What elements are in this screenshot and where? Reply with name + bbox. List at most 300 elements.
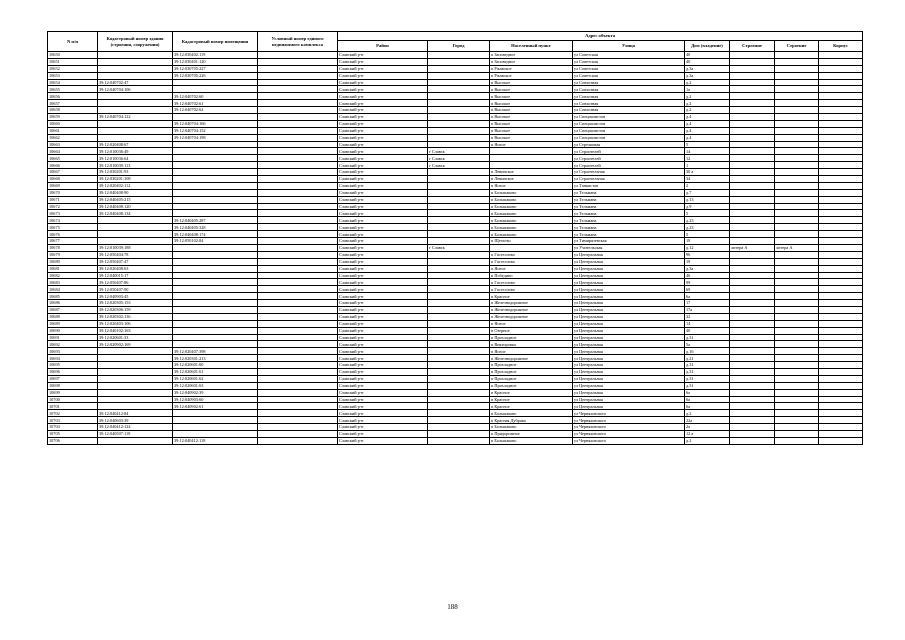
cell-settlement: п Прохладное bbox=[490, 382, 573, 389]
cell-unified-number bbox=[258, 396, 338, 403]
cell-district: Славский р-н bbox=[338, 417, 428, 424]
table-row bbox=[48, 162, 863, 169]
cell-district: Славский р-н bbox=[338, 286, 428, 293]
cell-settlement: п Высокое bbox=[490, 100, 573, 107]
cell-corpus bbox=[819, 169, 863, 176]
cell-district: Славский р-н bbox=[338, 107, 428, 114]
cell-street: ул Центральная bbox=[573, 375, 685, 382]
cell-structure bbox=[775, 389, 819, 396]
cell-structure bbox=[775, 217, 819, 224]
cell-settlement: п Гастеллово bbox=[490, 258, 573, 265]
cell-unified-number bbox=[258, 244, 338, 251]
cell-district: Славский р-н bbox=[338, 155, 428, 162]
table-row bbox=[48, 258, 863, 265]
cell-settlement: п Высокое bbox=[490, 79, 573, 86]
cell-city bbox=[428, 120, 490, 127]
cell-corpus bbox=[819, 203, 863, 210]
cell-street: ул Специалистов bbox=[573, 120, 685, 127]
cell-cad-building: 39:12:020306:159 bbox=[98, 306, 173, 313]
cell-district: Славский р-н bbox=[338, 176, 428, 183]
cell-num: 10654 bbox=[48, 79, 98, 86]
cell-street: ул Совхозная bbox=[573, 93, 685, 100]
cell-settlement: п Большаково bbox=[490, 210, 573, 217]
table-row bbox=[48, 320, 863, 327]
cell-corpus bbox=[819, 238, 863, 245]
cell-city bbox=[428, 313, 490, 320]
cell-street: ул Строителей bbox=[573, 148, 685, 155]
cell-num: 10658 bbox=[48, 107, 98, 114]
cell-structure bbox=[775, 107, 819, 114]
table-row bbox=[48, 127, 863, 134]
cell-street: ул Центральная bbox=[573, 362, 685, 369]
cell-settlement: п Заповедное bbox=[490, 58, 573, 65]
cell-house: 5 bbox=[685, 210, 730, 217]
cell-city bbox=[428, 396, 490, 403]
cell-structure bbox=[775, 196, 819, 203]
cell-district: Славский р-н bbox=[338, 251, 428, 258]
table-row bbox=[48, 120, 863, 127]
table-row bbox=[48, 403, 863, 410]
cell-street: ул Тельмана bbox=[573, 189, 685, 196]
cell-num: 10694 bbox=[48, 355, 98, 362]
cell-cad-building bbox=[98, 65, 173, 72]
cell-structure bbox=[775, 424, 819, 431]
cell-house: 5 bbox=[685, 231, 730, 238]
cell-cad-premises bbox=[173, 286, 258, 293]
cell-house: 40 bbox=[685, 327, 730, 334]
cell-num: 10653 bbox=[48, 72, 98, 79]
cell-building bbox=[730, 86, 775, 93]
cell-settlement: п Высокое bbox=[490, 114, 573, 121]
cell-corpus bbox=[819, 148, 863, 155]
header-structure: Строение bbox=[775, 41, 819, 52]
cell-building bbox=[730, 182, 775, 189]
cell-city bbox=[428, 127, 490, 134]
cell-district: Славский р-н bbox=[338, 348, 428, 355]
cell-street: ул Специалистов bbox=[573, 127, 685, 134]
cell-city bbox=[428, 403, 490, 410]
cell-district: Славский р-н bbox=[338, 244, 428, 251]
cell-street: ул Советская bbox=[573, 65, 685, 72]
cell-settlement: п Придорожное bbox=[490, 430, 573, 437]
cell-building bbox=[730, 52, 775, 59]
cell-street: ул Центральная bbox=[573, 251, 685, 258]
cell-building bbox=[730, 114, 775, 121]
cell-cad-building: 39:12:040903:45 bbox=[98, 293, 173, 300]
cell-settlement: п Красное bbox=[490, 293, 573, 300]
cell-cad-premises: 39:12:040408:174 bbox=[173, 231, 258, 238]
cell-house: д.3а bbox=[685, 265, 730, 272]
cell-street: ул Строительная bbox=[573, 176, 685, 183]
cell-num: 10699 bbox=[48, 389, 98, 396]
cell-num: 10705 bbox=[48, 430, 98, 437]
cell-city bbox=[428, 437, 490, 444]
cell-building bbox=[730, 334, 775, 341]
header-address: Адрес объекта bbox=[338, 32, 863, 41]
cell-district: Славский р-н bbox=[338, 162, 428, 169]
cell-cad-premises: 39:12:040412:118 bbox=[173, 437, 258, 444]
cell-settlement: п Большаково bbox=[490, 231, 573, 238]
cell-cad-building: 39:12:020305:153 bbox=[98, 300, 173, 307]
cell-unified-number bbox=[258, 362, 338, 369]
cell-cad-building bbox=[98, 72, 173, 79]
header-house: Дом (владение) bbox=[685, 41, 730, 52]
cell-corpus bbox=[819, 355, 863, 362]
cell-district: Славский р-н bbox=[338, 341, 428, 348]
cell-num: 10677 bbox=[48, 238, 98, 245]
cell-house: 40 bbox=[685, 52, 730, 59]
cell-settlement: п Красная Дубрава bbox=[490, 417, 573, 424]
cell-house: д.31 bbox=[685, 362, 730, 369]
cell-city bbox=[428, 382, 490, 389]
cell-corpus bbox=[819, 348, 863, 355]
table-row bbox=[48, 79, 863, 86]
cell-structure bbox=[775, 300, 819, 307]
cell-street: ул Центральная bbox=[573, 320, 685, 327]
cell-cad-premises bbox=[173, 141, 258, 148]
cell-cad-building bbox=[98, 238, 173, 245]
cell-structure bbox=[775, 258, 819, 265]
table-row bbox=[48, 182, 863, 189]
cell-district: Славский р-н bbox=[338, 410, 428, 417]
cell-district: Славский р-н bbox=[338, 203, 428, 210]
cell-building bbox=[730, 196, 775, 203]
cell-cad-premises: 39:12:040704:152 bbox=[173, 127, 258, 134]
cell-street: ул Черняховского bbox=[573, 424, 685, 431]
cell-cad-building: 39:12:020601:33 bbox=[98, 334, 173, 341]
cell-cad-premises: 39:12:040704:198 bbox=[173, 134, 258, 141]
cell-num: 10669 bbox=[48, 182, 98, 189]
cell-city: г Славск bbox=[428, 155, 490, 162]
cell-city: г Славск bbox=[428, 148, 490, 155]
cell-structure bbox=[775, 293, 819, 300]
cell-building bbox=[730, 403, 775, 410]
cell-street: ул Специалистов bbox=[573, 134, 685, 141]
cell-city bbox=[428, 79, 490, 86]
cell-settlement: п Большаково bbox=[490, 217, 573, 224]
cell-num: 10665 bbox=[48, 155, 98, 162]
cell-district: Славский р-н bbox=[338, 58, 428, 65]
cell-unified-number bbox=[258, 155, 338, 162]
cell-num: 10674 bbox=[48, 217, 98, 224]
cell-city bbox=[428, 217, 490, 224]
cell-num: 10701 bbox=[48, 403, 98, 410]
cell-cad-building bbox=[98, 362, 173, 369]
cell-house: 14 bbox=[685, 148, 730, 155]
cell-unified-number bbox=[258, 100, 338, 107]
cell-cad-premises bbox=[173, 334, 258, 341]
cell-cad-premises bbox=[173, 265, 258, 272]
cell-unified-number bbox=[258, 148, 338, 155]
cell-building bbox=[730, 238, 775, 245]
cell-building bbox=[730, 437, 775, 444]
cell-street: ул Центральная bbox=[573, 300, 685, 307]
cell-unified-number bbox=[258, 417, 338, 424]
header-unified-number: Условный номер единого недвижимого комплекса bbox=[258, 32, 338, 52]
cell-num: 10678 bbox=[48, 244, 98, 251]
cell-cad-building: 39:12:040412:84 bbox=[98, 410, 173, 417]
table-row bbox=[48, 93, 863, 100]
cell-unified-number bbox=[258, 58, 338, 65]
cell-settlement: п Большаково bbox=[490, 424, 573, 431]
cell-cad-premises: 39:12:040405:328 bbox=[173, 224, 258, 231]
cell-cad-premises bbox=[173, 148, 258, 155]
cell-city bbox=[428, 348, 490, 355]
cell-street: ул Центральная bbox=[573, 389, 685, 396]
header-district: Район bbox=[338, 41, 428, 52]
table-row bbox=[48, 286, 863, 293]
cell-district: Славский р-н bbox=[338, 127, 428, 134]
cell-city bbox=[428, 231, 490, 238]
table-row bbox=[48, 86, 863, 93]
cell-cad-building bbox=[98, 120, 173, 127]
cell-house: д.31 bbox=[685, 368, 730, 375]
table-row bbox=[48, 417, 863, 424]
cell-structure: литера А bbox=[775, 244, 819, 251]
cell-structure bbox=[775, 148, 819, 155]
cell-cad-premises bbox=[173, 169, 258, 176]
cell-unified-number bbox=[258, 430, 338, 437]
cell-corpus bbox=[819, 437, 863, 444]
cell-settlement: п Большаково bbox=[490, 437, 573, 444]
cell-cad-building: 39:12:050407:86 bbox=[98, 279, 173, 286]
table-row bbox=[48, 279, 863, 286]
cell-unified-number bbox=[258, 189, 338, 196]
cell-unified-number bbox=[258, 176, 338, 183]
cell-cad-building: 39:12:050407:90 bbox=[98, 286, 173, 293]
cell-cad-building: 39:12:040102:163 bbox=[98, 327, 173, 334]
cell-house: д.31 bbox=[685, 334, 730, 341]
cell-unified-number bbox=[258, 320, 338, 327]
cell-unified-number bbox=[258, 300, 338, 307]
cell-district: Славский р-н bbox=[338, 306, 428, 313]
cell-building bbox=[730, 396, 775, 403]
cell-corpus bbox=[819, 396, 863, 403]
cell-building bbox=[730, 217, 775, 224]
cell-building bbox=[730, 313, 775, 320]
cell-city bbox=[428, 196, 490, 203]
cell-settlement bbox=[490, 244, 573, 251]
cell-cad-premises bbox=[173, 182, 258, 189]
cell-corpus bbox=[819, 224, 863, 231]
cell-corpus bbox=[819, 417, 863, 424]
cell-num: 10700 bbox=[48, 396, 98, 403]
cell-corpus bbox=[819, 107, 863, 114]
cell-cad-premises: 39:12:040902:39 bbox=[173, 389, 258, 396]
cell-cad-premises bbox=[173, 114, 258, 121]
cell-house: д.7 bbox=[685, 189, 730, 196]
cell-house: 69 bbox=[685, 286, 730, 293]
cell-building bbox=[730, 93, 775, 100]
cell-structure bbox=[775, 169, 819, 176]
cell-corpus bbox=[819, 134, 863, 141]
cell-street: ул Строителей bbox=[573, 155, 685, 162]
cell-settlement: п Высокое bbox=[490, 86, 573, 93]
cell-settlement bbox=[490, 162, 573, 169]
cell-unified-number bbox=[258, 251, 338, 258]
table-row bbox=[48, 251, 863, 258]
cell-city bbox=[428, 114, 490, 121]
cell-structure bbox=[775, 368, 819, 375]
table-row bbox=[48, 189, 863, 196]
cell-house: д.4 bbox=[685, 134, 730, 141]
cell-building bbox=[730, 265, 775, 272]
cell-num: 10697 bbox=[48, 375, 98, 382]
table-row bbox=[48, 196, 863, 203]
cell-street: ул Центральная bbox=[573, 341, 685, 348]
cell-building bbox=[730, 189, 775, 196]
cell-city bbox=[428, 169, 490, 176]
cell-house: 46 bbox=[685, 272, 730, 279]
cell-house: д.3а bbox=[685, 72, 730, 79]
cell-structure bbox=[775, 375, 819, 382]
cell-corpus bbox=[819, 403, 863, 410]
cell-cad-premises bbox=[173, 424, 258, 431]
cell-district: Славский р-н bbox=[338, 430, 428, 437]
cell-cad-building: 39:12:010036:49 bbox=[98, 148, 173, 155]
cell-cad-premises bbox=[173, 196, 258, 203]
cell-city bbox=[428, 100, 490, 107]
cell-corpus bbox=[819, 410, 863, 417]
cell-street: ул Специалистов bbox=[573, 114, 685, 121]
cell-corpus bbox=[819, 251, 863, 258]
cell-structure bbox=[775, 403, 819, 410]
cell-street: ул Центральная bbox=[573, 286, 685, 293]
table-row bbox=[48, 114, 863, 121]
cell-street: ул Совхозная bbox=[573, 86, 685, 93]
cell-settlement: п Железнодорожное bbox=[490, 313, 573, 320]
cell-structure bbox=[775, 52, 819, 59]
cell-cad-building bbox=[98, 382, 173, 389]
cell-cad-building bbox=[98, 437, 173, 444]
cell-building bbox=[730, 382, 775, 389]
cell-building bbox=[730, 79, 775, 86]
cell-cad-building: 39:12:040408:134 bbox=[98, 210, 173, 217]
cell-district: Славский р-н bbox=[338, 196, 428, 203]
table-row bbox=[48, 293, 863, 300]
cell-street: ул Центральная bbox=[573, 403, 685, 410]
cell-cad-premises bbox=[173, 410, 258, 417]
cell-cad-building bbox=[98, 134, 173, 141]
cell-structure bbox=[775, 224, 819, 231]
cell-building bbox=[730, 251, 775, 258]
cell-cad-premises bbox=[173, 203, 258, 210]
cell-house: д.23 bbox=[685, 224, 730, 231]
table-row bbox=[48, 231, 863, 238]
cell-cad-premises bbox=[173, 293, 258, 300]
cell-settlement: п Гастеллово bbox=[490, 286, 573, 293]
cell-structure bbox=[775, 93, 819, 100]
cell-cad-premises bbox=[173, 417, 258, 424]
cell-settlement: п Левинское bbox=[490, 169, 573, 176]
cell-unified-number bbox=[258, 348, 338, 355]
cell-num: 10691 bbox=[48, 334, 98, 341]
cell-house: 14 bbox=[685, 320, 730, 327]
table-row bbox=[48, 58, 863, 65]
cell-building bbox=[730, 65, 775, 72]
cell-city bbox=[428, 203, 490, 210]
cell-unified-number bbox=[258, 238, 338, 245]
cell-house: д.3а bbox=[685, 65, 730, 72]
cell-city bbox=[428, 65, 490, 72]
cell-structure bbox=[775, 86, 819, 93]
table-row bbox=[48, 382, 863, 389]
cell-cad-building: 39:12:010036:64 bbox=[98, 155, 173, 162]
cell-city bbox=[428, 424, 490, 431]
cell-unified-number bbox=[258, 265, 338, 272]
cell-cad-premises: 39:12:030705:227 bbox=[173, 65, 258, 72]
table-row bbox=[48, 224, 863, 231]
cell-street: ул Центральная bbox=[573, 313, 685, 320]
cell-corpus bbox=[819, 334, 863, 341]
cell-corpus bbox=[819, 313, 863, 320]
cell-house: д.23 bbox=[685, 217, 730, 224]
cell-district: Славский р-н bbox=[338, 272, 428, 279]
table-row bbox=[48, 141, 863, 148]
cell-cad-premises: 39:12:020601:60 bbox=[173, 362, 258, 369]
cell-building bbox=[730, 100, 775, 107]
cell-corpus bbox=[819, 306, 863, 313]
cell-cad-building: 39:12:030201:108 bbox=[98, 176, 173, 183]
cell-cad-building bbox=[98, 389, 173, 396]
cell-district: Славский р-н bbox=[338, 424, 428, 431]
cell-house: 99 bbox=[685, 279, 730, 286]
cell-cad-building bbox=[98, 107, 173, 114]
cell-num: 10684 bbox=[48, 286, 98, 293]
cell-unified-number bbox=[258, 217, 338, 224]
cell-house: 12 а bbox=[685, 430, 730, 437]
cell-cad-building bbox=[98, 396, 173, 403]
cell-district: Славский р-н bbox=[338, 52, 428, 59]
cell-cad-building: 39:12:040408:120 bbox=[98, 203, 173, 210]
cell-street: ул Строительная bbox=[573, 169, 685, 176]
cell-cad-premises bbox=[173, 162, 258, 169]
cell-corpus bbox=[819, 368, 863, 375]
table-row bbox=[48, 52, 863, 59]
cell-settlement: п Ясное bbox=[490, 348, 573, 355]
cell-street: ул Центральная bbox=[573, 306, 685, 313]
cell-building bbox=[730, 148, 775, 155]
table-row bbox=[48, 265, 863, 272]
cell-cad-premises: 39:12:040704:166 bbox=[173, 120, 258, 127]
table-row bbox=[48, 300, 863, 307]
cell-num: 10692 bbox=[48, 341, 98, 348]
cell-cad-premises bbox=[173, 244, 258, 251]
cell-city bbox=[428, 362, 490, 369]
cell-num: 10680 bbox=[48, 258, 98, 265]
cell-corpus bbox=[819, 244, 863, 251]
cell-house: 17 bbox=[685, 300, 730, 307]
cell-district: Славский р-н bbox=[338, 100, 428, 107]
cell-district: Славский р-н bbox=[338, 86, 428, 93]
cell-num: 10696 bbox=[48, 368, 98, 375]
cell-settlement bbox=[490, 155, 573, 162]
cell-cad-premises bbox=[173, 320, 258, 327]
cell-corpus bbox=[819, 362, 863, 369]
cell-unified-number bbox=[258, 258, 338, 265]
cell-corpus bbox=[819, 279, 863, 286]
cell-unified-number bbox=[258, 313, 338, 320]
cell-cad-building: 39:12:040507:118 bbox=[98, 430, 173, 437]
cell-unified-number bbox=[258, 93, 338, 100]
cell-city bbox=[428, 430, 490, 437]
cell-structure bbox=[775, 203, 819, 210]
cell-house: д.31 bbox=[685, 382, 730, 389]
cell-building bbox=[730, 162, 775, 169]
cell-street: ул Тельмана bbox=[573, 203, 685, 210]
cell-building bbox=[730, 348, 775, 355]
cell-settlement: п Красное bbox=[490, 389, 573, 396]
